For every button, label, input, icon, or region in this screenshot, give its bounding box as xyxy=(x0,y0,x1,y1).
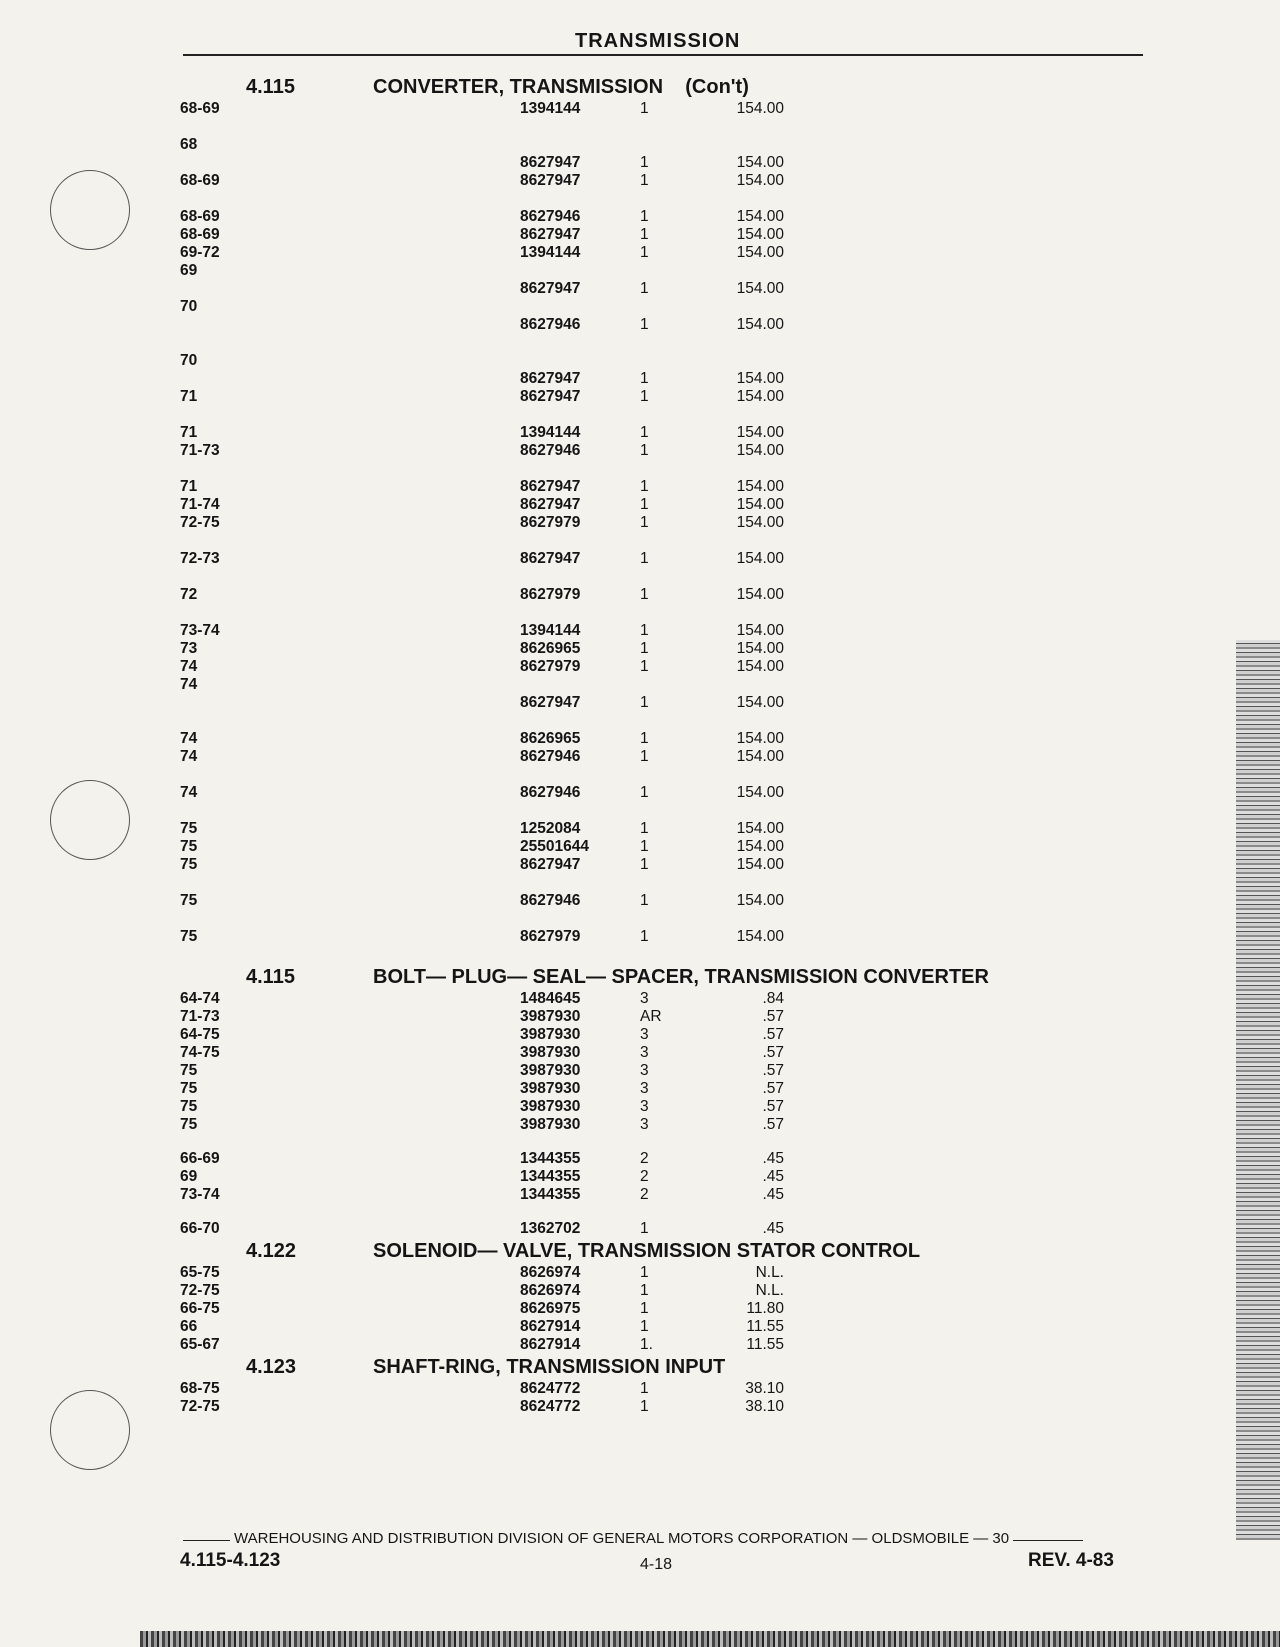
price: N.L. xyxy=(692,1282,784,1300)
quantity: 1 xyxy=(640,892,680,910)
quantity: 1 xyxy=(640,370,680,388)
price: 154.00 xyxy=(692,856,784,874)
model-year: 74-75 xyxy=(180,1044,220,1061)
catalog-row xyxy=(180,496,1140,514)
quantity: 3 xyxy=(640,1062,680,1080)
quantity: 1 xyxy=(640,1264,680,1282)
part-number: 8627946 xyxy=(520,784,650,802)
model-year: 68-69 xyxy=(180,208,220,225)
catalog-row xyxy=(180,1282,1140,1300)
model-year: 71-73 xyxy=(180,442,220,459)
quantity: 3 xyxy=(640,1080,680,1098)
quantity: 1 xyxy=(640,1380,680,1398)
catalog-row xyxy=(180,1116,1140,1134)
catalog-row xyxy=(180,730,1140,748)
catalog-row xyxy=(180,892,1140,928)
price: 154.00 xyxy=(692,586,784,604)
quantity: 1 xyxy=(640,550,680,568)
scan-edge-right xyxy=(1236,640,1280,1540)
model-year: 69 xyxy=(180,1168,198,1185)
price: 154.00 xyxy=(692,226,784,244)
part-number: 8626974 xyxy=(520,1264,650,1282)
catalog-row xyxy=(180,298,1140,352)
catalog-row xyxy=(180,1150,1140,1168)
quantity: 1 xyxy=(640,694,680,712)
catalog-row xyxy=(180,550,1140,586)
catalog-row xyxy=(180,172,1140,208)
model-year: 65-75 xyxy=(180,1264,220,1281)
part-number: 8627947 xyxy=(520,694,650,712)
model-year: 74 xyxy=(180,784,198,801)
part-number: 8627979 xyxy=(520,514,650,532)
quantity: 1. xyxy=(640,1336,680,1354)
quantity: 1 xyxy=(640,1318,680,1336)
price: 154.00 xyxy=(692,748,784,766)
quantity: 1 xyxy=(640,784,680,802)
model-year: 68-69 xyxy=(180,100,220,117)
quantity: 1 xyxy=(640,1220,680,1238)
model-year: 71 xyxy=(180,478,198,495)
quantity: 1 xyxy=(640,442,680,460)
catalog-row xyxy=(180,748,1140,784)
model-year: 66-75 xyxy=(180,1300,220,1317)
part-number: 3987930 xyxy=(520,1116,650,1134)
catalog-row xyxy=(180,1168,1140,1186)
price: 154.00 xyxy=(692,730,784,748)
part-number: 8627947 xyxy=(520,154,650,172)
catalog-row xyxy=(180,856,1140,892)
part-number: 8627947 xyxy=(520,478,650,496)
price: .57 xyxy=(692,1062,784,1080)
model-year: 73-74 xyxy=(180,1186,220,1203)
price: 154.00 xyxy=(692,370,784,388)
price: 154.00 xyxy=(692,388,784,406)
price: 154.00 xyxy=(692,784,784,802)
part-number: 1394144 xyxy=(520,622,650,640)
price: 154.00 xyxy=(692,694,784,712)
model-year: 71-73 xyxy=(180,1008,220,1025)
model-year: 73 xyxy=(180,640,198,657)
price: 11.55 xyxy=(692,1336,784,1354)
quantity: 2 xyxy=(640,1150,680,1168)
part-number: 8627979 xyxy=(520,586,650,604)
footer-section-range: 4.115-4.123 xyxy=(180,1550,281,1571)
catalog-row xyxy=(180,1380,1140,1398)
page-title: TRANSMISSION xyxy=(575,30,741,52)
part-number: 8627946 xyxy=(520,316,650,334)
catalog-row xyxy=(180,478,1140,496)
catalog-row xyxy=(180,208,1140,226)
model-year: 74 xyxy=(180,748,198,765)
catalog-row xyxy=(180,1044,1140,1062)
quantity: 1 xyxy=(640,748,680,766)
price: .57 xyxy=(692,1008,784,1026)
model-year: 66-70 xyxy=(180,1220,220,1237)
model-year: 66-69 xyxy=(180,1150,220,1167)
hole-punch-bottom xyxy=(50,1390,130,1470)
quantity: 1 xyxy=(640,244,680,262)
part-number: 25501644 xyxy=(520,838,650,856)
model-year: 66 xyxy=(180,1318,198,1335)
model-year: 72-75 xyxy=(180,1282,220,1299)
part-number: 1344355 xyxy=(520,1186,650,1204)
catalog-row xyxy=(180,1026,1140,1044)
model-year: 71-74 xyxy=(180,496,220,513)
catalog-row xyxy=(180,514,1140,550)
price: 154.00 xyxy=(692,172,784,190)
price: 11.55 xyxy=(692,1318,784,1336)
part-number: 1362702 xyxy=(520,1220,650,1238)
quantity: 1 xyxy=(640,730,680,748)
model-year: 75 xyxy=(180,1116,198,1133)
part-number: 8627947 xyxy=(520,856,650,874)
catalog-row xyxy=(180,838,1140,856)
part-number: 8627946 xyxy=(520,892,650,910)
quantity: 1 xyxy=(640,586,680,604)
section-number: 4.115 xyxy=(246,76,295,98)
model-year: 75 xyxy=(180,928,198,945)
price: N.L. xyxy=(692,1264,784,1282)
model-year: 73-74 xyxy=(180,622,220,639)
row-gap xyxy=(180,1134,1140,1150)
price: .45 xyxy=(692,1220,784,1238)
price: 38.10 xyxy=(692,1398,784,1416)
quantity: 1 xyxy=(640,280,680,298)
part-number: 1252084 xyxy=(520,820,650,838)
catalog-row xyxy=(180,136,1140,172)
price: .84 xyxy=(692,990,784,1008)
price: 154.00 xyxy=(692,640,784,658)
part-number: 8627947 xyxy=(520,226,650,244)
quantity: 3 xyxy=(640,1026,680,1044)
part-number: 3987930 xyxy=(520,1008,650,1026)
model-year: 72-73 xyxy=(180,550,220,567)
part-number: 1344355 xyxy=(520,1150,650,1168)
quantity: 2 xyxy=(640,1186,680,1204)
quantity: 3 xyxy=(640,990,680,1008)
price: 38.10 xyxy=(692,1380,784,1398)
catalog-row xyxy=(180,244,1140,262)
section-title: BOLT— PLUG— SEAL— SPACER, TRANSMISSION CONVERTER xyxy=(373,966,989,988)
part-number: 8626965 xyxy=(520,730,650,748)
catalog-row xyxy=(180,1220,1140,1238)
part-number: 8627947 xyxy=(520,550,650,568)
model-year: 68-69 xyxy=(180,172,220,189)
quantity: 1 xyxy=(640,172,680,190)
catalog-row xyxy=(180,424,1140,442)
part-number: 8627947 xyxy=(520,496,650,514)
catalog-row xyxy=(180,442,1140,478)
catalog-row xyxy=(180,1318,1140,1336)
part-number: 8627914 xyxy=(520,1336,650,1354)
catalog-row xyxy=(180,1264,1140,1282)
price: 154.00 xyxy=(692,496,784,514)
catalog-row xyxy=(180,928,1140,964)
catalog-row xyxy=(180,226,1140,244)
catalog-row xyxy=(180,586,1140,622)
part-number: 3987930 xyxy=(520,1098,650,1116)
quantity: 1 xyxy=(640,838,680,856)
price: 154.00 xyxy=(692,820,784,838)
price: 154.00 xyxy=(692,478,784,496)
section-title: SHAFT-RING, TRANSMISSION INPUT xyxy=(373,1356,726,1378)
part-number: 3987930 xyxy=(520,1026,650,1044)
quantity: 1 xyxy=(640,388,680,406)
catalog-row xyxy=(180,1186,1140,1204)
quantity: 1 xyxy=(640,514,680,532)
price: 154.00 xyxy=(692,838,784,856)
price: 154.00 xyxy=(692,280,784,298)
model-year: 75 xyxy=(180,1062,198,1079)
model-year: 71 xyxy=(180,388,198,405)
part-number: 8627979 xyxy=(520,658,650,676)
catalog-row xyxy=(180,990,1140,1008)
part-number: 1344355 xyxy=(520,1168,650,1186)
quantity: 1 xyxy=(640,424,680,442)
model-year: 74 xyxy=(180,676,198,693)
part-number: 8626974 xyxy=(520,1282,650,1300)
model-year: 71 xyxy=(180,424,198,441)
catalog-row xyxy=(180,658,1140,676)
part-number: 3987930 xyxy=(520,1062,650,1080)
catalog-row xyxy=(180,676,1140,730)
price: 154.00 xyxy=(692,550,784,568)
price: .45 xyxy=(692,1186,784,1204)
model-year: 70 xyxy=(180,298,198,315)
part-number: 8627947 xyxy=(520,280,650,298)
part-number: 3987930 xyxy=(520,1080,650,1098)
model-year: 68 xyxy=(180,136,198,153)
model-year: 65-67 xyxy=(180,1336,220,1353)
price: 154.00 xyxy=(692,208,784,226)
part-number: 1394144 xyxy=(520,100,650,118)
quantity: 1 xyxy=(640,154,680,172)
part-number: 8627946 xyxy=(520,748,650,766)
model-year: 64-75 xyxy=(180,1026,220,1043)
quantity: 1 xyxy=(640,496,680,514)
catalog-row xyxy=(180,1062,1140,1080)
quantity: 1 xyxy=(640,478,680,496)
catalog-row xyxy=(180,1008,1140,1026)
part-number: 8627946 xyxy=(520,442,650,460)
part-number: 1394144 xyxy=(520,424,650,442)
top-rule xyxy=(183,54,1143,56)
price: 154.00 xyxy=(692,316,784,334)
catalog-row xyxy=(180,100,1140,136)
part-number: 8624772 xyxy=(520,1398,650,1416)
price: 154.00 xyxy=(692,658,784,676)
price: 154.00 xyxy=(692,928,784,946)
hole-punch-middle xyxy=(50,780,130,860)
part-number: 3987930 xyxy=(520,1044,650,1062)
quantity: 3 xyxy=(640,1098,680,1116)
model-year: 68-69 xyxy=(180,226,220,243)
price: .57 xyxy=(692,1080,784,1098)
price: .45 xyxy=(692,1168,784,1186)
catalog-row xyxy=(180,388,1140,424)
quantity: 1 xyxy=(640,640,680,658)
price: 154.00 xyxy=(692,622,784,640)
part-number: 1394144 xyxy=(520,244,650,262)
price: 154.00 xyxy=(692,892,784,910)
model-year: 69-72 xyxy=(180,244,220,261)
quantity: 1 xyxy=(640,1398,680,1416)
catalog-row xyxy=(180,262,1140,298)
footer-text: WAREHOUSING AND DISTRIBUTION DIVISION OF GENERAL MOTORS CORPORATION — OLDSMOBILE — 30 xyxy=(230,1530,1013,1547)
quantity: 1 xyxy=(640,856,680,874)
model-year: 64-74 xyxy=(180,990,220,1007)
section-number: 4.122 xyxy=(246,1240,297,1262)
quantity: 3 xyxy=(640,1044,680,1062)
model-year: 72 xyxy=(180,586,198,603)
model-year: 70 xyxy=(180,352,198,369)
part-number: 8627914 xyxy=(520,1318,650,1336)
catalog-row xyxy=(180,622,1140,640)
price: .57 xyxy=(692,1044,784,1062)
part-number: 8627947 xyxy=(520,388,650,406)
catalog-row xyxy=(180,784,1140,820)
part-number: 8627979 xyxy=(520,928,650,946)
catalog-row xyxy=(180,1300,1140,1318)
part-number: 8627947 xyxy=(520,370,650,388)
section-heading xyxy=(180,964,1140,990)
part-number: 1484645 xyxy=(520,990,650,1008)
part-number: 8626975 xyxy=(520,1300,650,1318)
price: .57 xyxy=(692,1026,784,1044)
price: 11.80 xyxy=(692,1300,784,1318)
section-number: 4.123 xyxy=(246,1356,297,1378)
quantity: 1 xyxy=(640,316,680,334)
section-heading xyxy=(180,1238,1140,1264)
model-year: 75 xyxy=(180,892,198,909)
catalog-row xyxy=(180,820,1140,838)
model-year: 75 xyxy=(180,838,198,855)
quantity: 1 xyxy=(640,820,680,838)
catalog-row xyxy=(180,1080,1140,1098)
model-year: 69 xyxy=(180,262,198,279)
price: 154.00 xyxy=(692,424,784,442)
price: .57 xyxy=(692,1098,784,1116)
model-year: 72-75 xyxy=(180,514,220,531)
model-year: 68-75 xyxy=(180,1380,220,1397)
section-title: SOLENOID— VALVE, TRANSMISSION STATOR CONTROL xyxy=(373,1240,921,1262)
price: .45 xyxy=(692,1150,784,1168)
quantity: 2 xyxy=(640,1168,680,1186)
price: 154.00 xyxy=(692,154,784,172)
model-year: 75 xyxy=(180,820,198,837)
quantity: 1 xyxy=(640,1282,680,1300)
model-year: 74 xyxy=(180,730,198,747)
quantity: AR xyxy=(640,1008,680,1026)
model-year: 75 xyxy=(180,856,198,873)
part-number: 8627946 xyxy=(520,208,650,226)
section-heading xyxy=(180,1354,1140,1380)
catalog-row xyxy=(180,1398,1140,1416)
model-year: 72-75 xyxy=(180,1398,220,1415)
part-number: 8626965 xyxy=(520,640,650,658)
part-number: 8627947 xyxy=(520,172,650,190)
footer-revision: REV. 4-83 xyxy=(1028,1550,1114,1571)
quantity: 1 xyxy=(640,928,680,946)
model-year: 74 xyxy=(180,658,198,675)
row-gap xyxy=(180,1204,1140,1220)
price: 154.00 xyxy=(692,244,784,262)
footer-page-number: 4-18 xyxy=(640,1556,673,1573)
model-year: 75 xyxy=(180,1098,198,1115)
section-title: CONVERTER, TRANSMISSION (Con't) xyxy=(373,76,749,98)
quantity: 1 xyxy=(640,622,680,640)
quantity: 3 xyxy=(640,1116,680,1134)
section-number: 4.115 xyxy=(246,966,295,988)
quantity: 1 xyxy=(640,1300,680,1318)
model-year: 75 xyxy=(180,1080,198,1097)
catalog-row xyxy=(180,640,1140,658)
price: .57 xyxy=(692,1116,784,1134)
quantity: 1 xyxy=(640,226,680,244)
price: 154.00 xyxy=(692,100,784,118)
quantity: 1 xyxy=(640,658,680,676)
catalog-row xyxy=(180,1098,1140,1116)
quantity: 1 xyxy=(640,208,680,226)
hole-punch-top xyxy=(50,170,130,250)
catalog-row xyxy=(180,352,1140,388)
section-heading xyxy=(180,74,1140,100)
catalog-row xyxy=(180,1336,1140,1354)
price: 154.00 xyxy=(692,442,784,460)
price: 154.00 xyxy=(692,514,784,532)
quantity: 1 xyxy=(640,100,680,118)
part-number: 8624772 xyxy=(520,1380,650,1398)
scan-edge-bottom xyxy=(140,1631,1280,1647)
parts-catalog xyxy=(180,74,1140,1416)
